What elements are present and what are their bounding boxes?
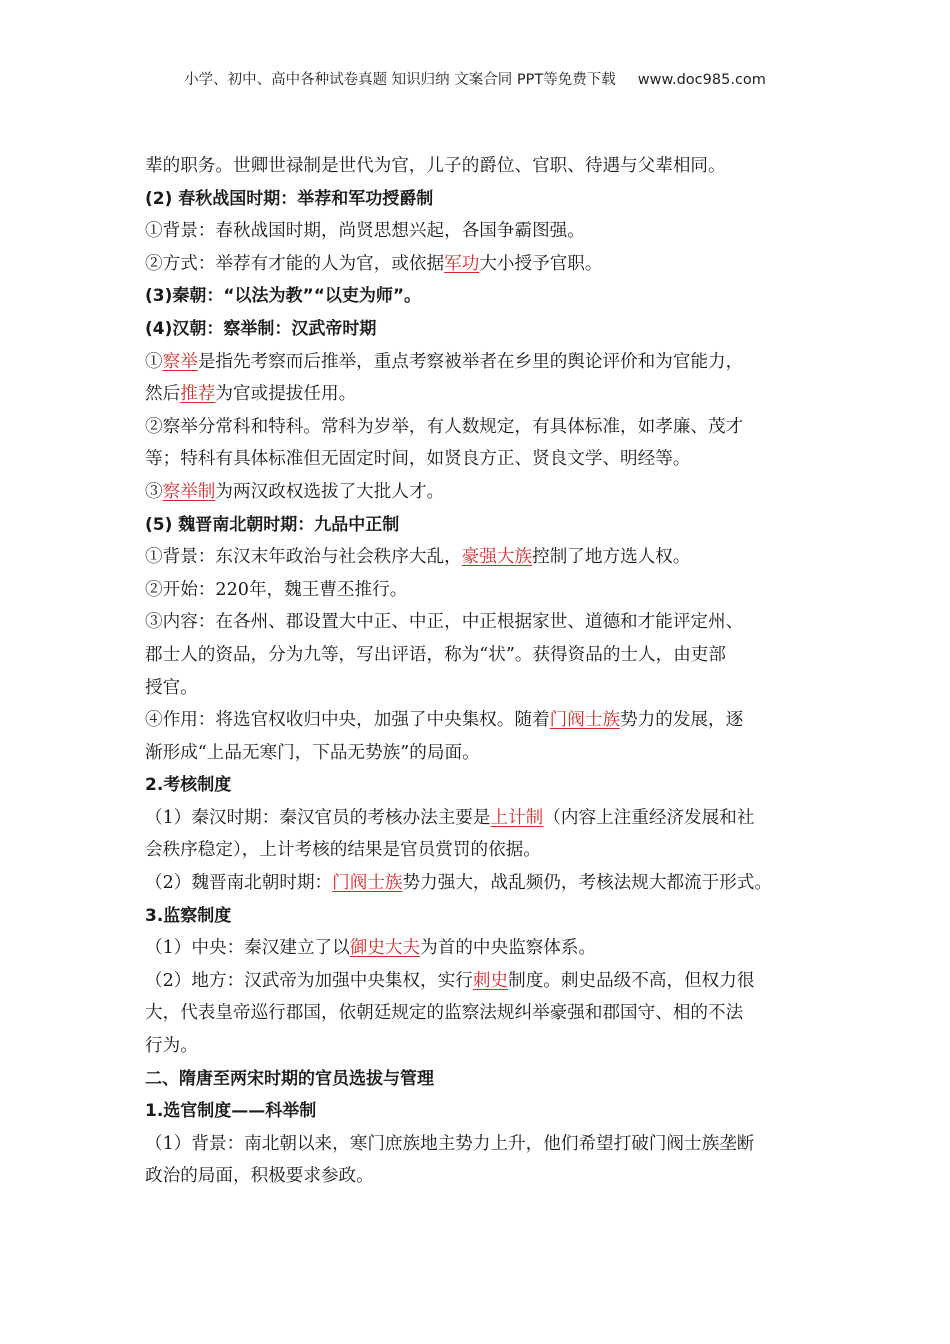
text-segment: （1）背景：南北朝以来，寒门庶族地主势力上升，他们希望打破门阀士族垄断 (145, 1133, 755, 1154)
section-heading (145, 1063, 815, 1096)
text-line (145, 215, 815, 248)
text-segment: 大小授予官职。 (479, 253, 603, 274)
text-segment: 会秩序稳定），上计考核的结果是官员赏罚的依据。 (145, 840, 541, 861)
text-segment: ③ (145, 481, 163, 502)
text-segment: 3.监察制度 (145, 905, 232, 926)
text-segment: （内容上注重经济发展和社 (543, 807, 755, 828)
text-line (145, 150, 815, 183)
text-segment: 渐形成“上品无寒门，下品无势族”的局面。 (145, 742, 480, 763)
text-line (145, 867, 815, 900)
text-segment: 授官。 (145, 677, 198, 698)
keyword-highlight: 察举制 (162, 481, 216, 502)
text-line (145, 639, 815, 672)
keyword-highlight: 豪强大族 (461, 547, 533, 568)
text-line (145, 476, 815, 509)
header-text: 小学、初中、高中各种试卷真题 知识归纳 文案合同 PPT等免费下载 (184, 72, 616, 88)
text-segment: 为首的中央监察体系。 (420, 938, 597, 959)
text-segment: 控制了地方选人权。 (532, 547, 691, 568)
text-segment: ①背景：春秋战国时期，尚贤思想兴起，各国争霸图强。 (145, 221, 585, 242)
text-segment: 1.选官制度——科举制 (145, 1101, 317, 1122)
keyword-highlight: 推荐 (180, 384, 216, 405)
text-segment: （2）地方：汉武帝为加强中央集权，实行 (145, 970, 473, 991)
text-segment: (2) 春秋战国时期：举荐和军功授爵制 (145, 188, 434, 209)
keyword-highlight: 门阀士族 (549, 710, 621, 731)
text-line (145, 606, 815, 639)
text-segment: ①背景：东汉末年政治与社会秩序大乱， (145, 547, 462, 568)
text-segment: 郡士人的资品，分为九等，写出评语，称为“状”。获得资品的士人，由吏部 (145, 644, 726, 665)
text-segment: ②方式：举荐有才能的人为官，或依据 (145, 253, 445, 274)
text-line (145, 574, 815, 607)
keyword-highlight: 门阀士族 (332, 873, 403, 894)
section-heading (145, 900, 815, 933)
header-site-url: www.doc985.com (637, 72, 766, 88)
text-segment: ④作用：将选官权收归中央，加强了中央集权。随着 (145, 710, 550, 731)
text-segment: 辈的职务。世卿世禄制是世代为官，儿子的爵位、官职、待遇与父辈相同。 (145, 156, 726, 176)
text-line (145, 248, 815, 281)
text-segment: 势力强大，战乱频仍，考核法规大都流于形式。 (402, 873, 773, 894)
keyword-highlight: 御史大夫 (349, 938, 421, 959)
text-segment: (3)秦朝：“以法为教”“以吏为师”。 (145, 286, 422, 307)
text-line (145, 1128, 815, 1161)
text-segment: 行为。 (145, 1036, 198, 1057)
text-segment: 大，代表皇帝巡行郡国，依朝廷规定的监察法规纠举豪强和郡国守、相的不法 (145, 1003, 744, 1024)
text-line (145, 737, 815, 770)
section-heading (145, 509, 815, 542)
text-segment: 2.考核制度 (145, 775, 232, 796)
text-line (145, 1030, 815, 1063)
text-line (145, 704, 815, 737)
text-line (145, 346, 815, 379)
text-segment: (4)汉朝：察举制：汉武帝时期 (145, 318, 377, 339)
keyword-highlight: 上计制 (490, 807, 544, 828)
text-line (145, 411, 815, 444)
text-segment: （2）魏晋南北朝时期： (145, 873, 333, 894)
text-line (145, 672, 815, 705)
text-line (145, 965, 815, 998)
text-line (145, 802, 815, 835)
keyword-highlight: 察举 (162, 351, 198, 372)
text-segment: 为两汉政权选拔了大批人才。 (215, 481, 445, 502)
section-heading (145, 183, 815, 216)
text-line (145, 541, 815, 574)
text-segment: ②察举分常科和特科。常科为岁举，有人数规定，有具体标准，如孝廉、茂才 (145, 416, 744, 437)
page-header (0, 68, 950, 89)
text-line (145, 932, 815, 965)
text-line (145, 997, 815, 1030)
text-segment: （1）秦汉时期：秦汉官员的考核办法主要是 (145, 807, 491, 828)
text-segment: 政治的局面，积极要求参政。 (145, 1166, 374, 1187)
text-segment: ②开始：220年，魏王曹丕推行。 (145, 579, 408, 600)
text-segment: ① (145, 351, 163, 372)
section-heading (145, 280, 815, 313)
text-segment: （1）中央：秦汉建立了以 (145, 938, 350, 959)
keyword-highlight: 刺史 (472, 970, 509, 991)
document-body (145, 150, 815, 1193)
text-segment: ③内容：在各州、郡设置大中正、中正，中正根据家世、道德和才能评定州、 (145, 612, 744, 633)
text-segment: 然后 (145, 384, 181, 405)
text-segment: 势力的发展，逐 (620, 710, 744, 731)
text-line (145, 834, 815, 867)
text-segment: 为官或提拔任用。 (215, 384, 357, 405)
text-segment: 等；特科有具体标准但无固定时间，如贤良方正、贤良文学、明经等。 (145, 449, 691, 470)
text-segment: 制度。刺史品级不高，但权力很 (508, 970, 755, 991)
keyword-highlight: 军功 (444, 253, 480, 274)
text-line (145, 1160, 815, 1193)
section-heading (145, 1095, 815, 1128)
section-heading (145, 769, 815, 802)
text-segment: (5) 魏晋南北朝时期：九品中正制 (145, 514, 400, 535)
text-segment: 是指先考察而后推举，重点考察被举者在乡里的舆论评价和为官能力， (197, 351, 744, 372)
section-heading (145, 313, 815, 346)
text-line (145, 378, 815, 411)
text-segment: 二、隋唐至两宋时期的官员选拔与管理 (145, 1068, 434, 1089)
text-line (145, 443, 815, 476)
